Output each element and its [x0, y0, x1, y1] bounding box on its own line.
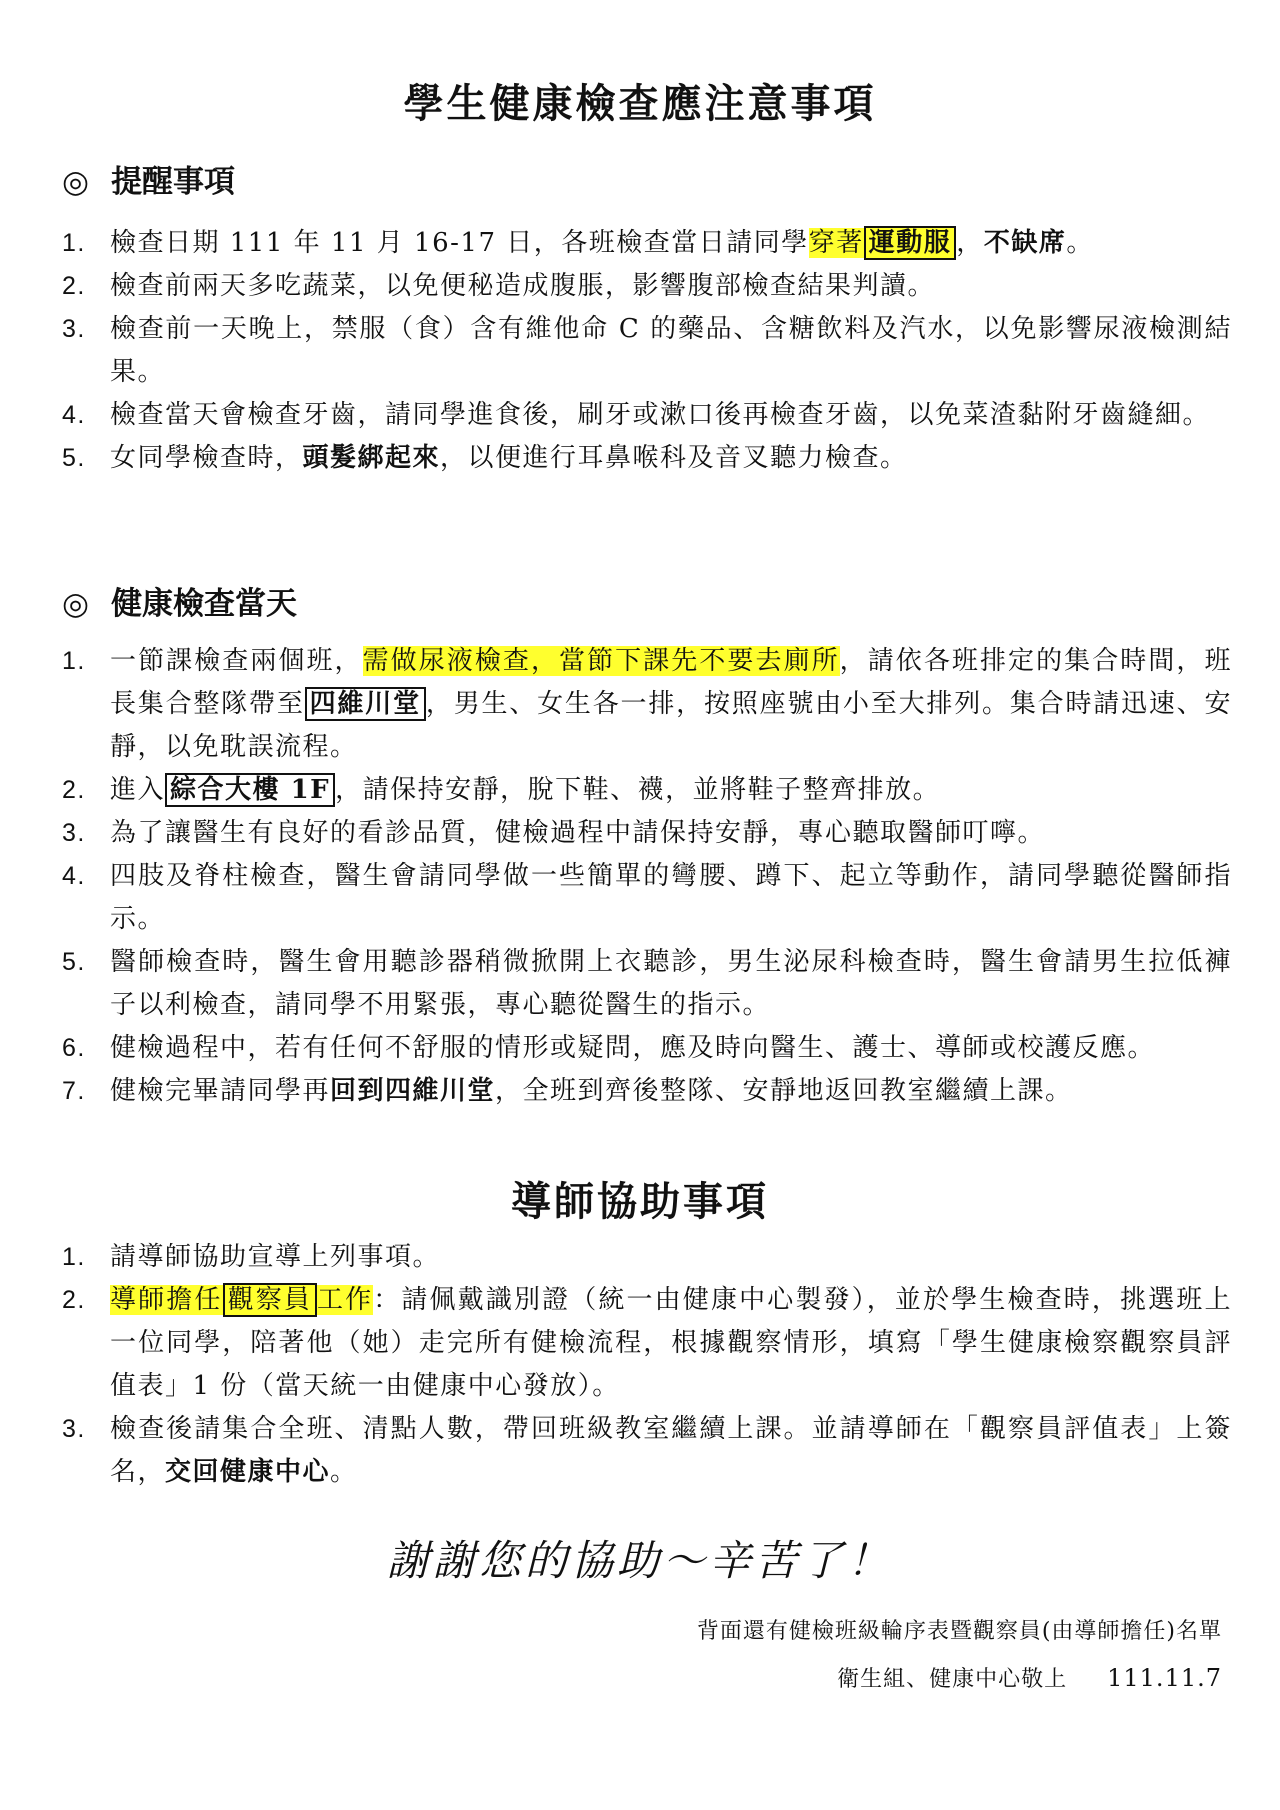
item-text: 一節課檢查兩個班， — [110, 646, 363, 676]
item-text: 女同學檢查時， — [110, 443, 303, 473]
list-item — [62, 812, 1232, 855]
item-text: 檢查前兩天多吃蔬菜，以免便秘造成腹脹，影響腹部檢查結果判讀。 — [110, 271, 936, 301]
item-number: 5. — [62, 948, 86, 976]
boxed-text: 綜合大樓 1F — [165, 773, 335, 807]
item-text: ， — [956, 228, 984, 258]
list-item — [62, 1279, 1232, 1408]
list-item — [62, 1236, 1232, 1279]
bold-text: 頭髮綁起來 — [302, 443, 441, 473]
bold-text: 交回健康中心 — [165, 1457, 331, 1487]
back-page-note: 背面還有健檢班級輪序表暨觀察員(由導師擔任)名單 — [696, 1619, 1222, 1644]
highlight: 導師擔任 — [110, 1285, 223, 1315]
signature-line — [837, 1662, 1222, 1693]
boxed-text: 四維川堂 — [305, 687, 426, 721]
section-title: 提醒事項 — [111, 164, 236, 200]
boxed-highlight: 觀察員 — [223, 1283, 317, 1317]
issue-date: 111.11.7 — [1107, 1664, 1222, 1692]
item-text: ，全班到齊後整隊、安靜地返回教室繼續上課。 — [495, 1076, 1073, 1106]
item-text: 。 — [1066, 228, 1094, 258]
list-item — [62, 769, 1232, 812]
list-item — [62, 855, 1232, 941]
highlight: 需做尿液檢查，當節下課先不要去廁所 — [362, 646, 840, 676]
item-text: 進入 — [110, 775, 166, 805]
section-title: 健康檢查當天 — [111, 586, 298, 622]
bold-text: 回到四維川堂 — [330, 1076, 496, 1106]
item-text: 為了讓醫生有良好的看診品質，健檢過程中請保持安靜，專心聽取醫師叮嚀。 — [110, 818, 1046, 848]
list-item — [62, 1070, 1232, 1113]
list-item — [62, 640, 1232, 769]
item-number: 1. — [62, 647, 86, 675]
item-number: 7. — [62, 1077, 86, 1105]
item-text: 健檢過程中，若有任何不舒服的情形或疑問，應及時向醫生、護士、導師或校護反應。 — [110, 1033, 1156, 1063]
reminder-list — [62, 222, 1232, 480]
item-number: 1. — [62, 1243, 86, 1271]
item-text: 健檢完畢請同學再 — [110, 1076, 331, 1106]
list-item — [62, 394, 1232, 437]
list-item — [62, 1027, 1232, 1070]
list-item — [62, 437, 1232, 480]
item-number: 1. — [62, 229, 86, 257]
list-item — [62, 1408, 1232, 1494]
item-text: 檢查前一天晚上，禁服（食）含有維他命 C 的藥品、含糖飲料及汽水，以免影響尿液檢測結果。 — [110, 314, 1232, 387]
teacher-section-title: 導師協助事項 — [511, 1178, 769, 1225]
item-number: 3. — [62, 819, 86, 847]
item-number: 3. — [62, 1415, 86, 1443]
list-item — [62, 222, 1232, 265]
item-text: 檢查當天會檢查牙齒，請同學進食後，刷牙或漱口後再檢查牙齒，以免菜渣黏附牙齒縫細。 — [110, 400, 1211, 430]
section-heading-reminders — [62, 156, 235, 201]
item-text: 請導師協助宣導上列事項。 — [110, 1242, 441, 1272]
item-number: 6. — [62, 1034, 86, 1062]
item-number: 5. — [62, 444, 86, 472]
item-text: ，以便進行耳鼻喉科及音叉聽力檢查。 — [440, 443, 908, 473]
double-circle-icon: ◎ — [62, 164, 90, 200]
item-number: 3. — [62, 315, 86, 343]
item-text: ：請佩戴識別證（統一由健康中心製發），並於學生檢查時，挑選班上一位同學，陪著他（她）走完所有健檢流程，根據觀察情形，填寫「學生健康檢察觀察員評值表」1 份（當天統一由健康中心發放）。 — [110, 1285, 1232, 1401]
thank-you-text: 謝謝您的協助～辛苦了！ — [386, 1536, 893, 1585]
item-text: ，請依各班排定的集合時間，班長集合整隊帶至 — [110, 646, 1232, 719]
item-number: 2. — [62, 776, 86, 804]
item-text: 檢查後請集合全班、清點人數，帶回班級教室繼續上課。並請導師在「觀察員評值表」上簽名， — [110, 1414, 1232, 1487]
list-item — [62, 265, 1232, 308]
item-text: 四肢及脊柱檢查，醫生會請同學做一些簡單的彎腰、蹲下、起立等動作，請同學聽從醫師指示。 — [110, 861, 1232, 934]
page-title: 學生健康檢查應注意事項 — [403, 80, 877, 127]
item-text: 檢查日期 111 年 11 月 16-17 日，各班檢查當日請同學 — [110, 228, 809, 258]
item-text: 醫師檢查時，醫生會用聽診器稍微掀開上衣聽診，男生泌尿科檢查時，醫生會請男生拉低褲子以利檢查，請同學不用緊張，專心聽從醫生的指示。 — [110, 947, 1232, 1020]
item-number: 2. — [62, 272, 86, 300]
double-circle-icon: ◎ — [62, 586, 90, 622]
signature: 衛生組、健康中心敬上 — [837, 1667, 1068, 1692]
item-number: 4. — [62, 862, 86, 890]
item-text: 。 — [330, 1457, 358, 1487]
item-number: 4. — [62, 401, 86, 429]
bold-text: 不缺席 — [983, 228, 1067, 258]
item-text: ，男生、女生各一排，按照座號由小至大排列。集合時請迅速、安靜，以免耽誤流程。 — [110, 689, 1232, 762]
section-heading-exam-day — [62, 578, 297, 623]
boxed-highlight: 運動服 — [864, 226, 957, 260]
list-item — [62, 941, 1232, 1027]
list-item — [62, 308, 1232, 394]
item-number: 2. — [62, 1286, 86, 1314]
item-text: ，請保持安靜，脫下鞋、襪，並將鞋子整齊排放。 — [335, 775, 941, 805]
exam-day-list — [62, 640, 1232, 1113]
teacher-list — [62, 1236, 1232, 1494]
highlight: 穿著 — [808, 228, 864, 258]
highlight: 工作 — [316, 1285, 374, 1315]
